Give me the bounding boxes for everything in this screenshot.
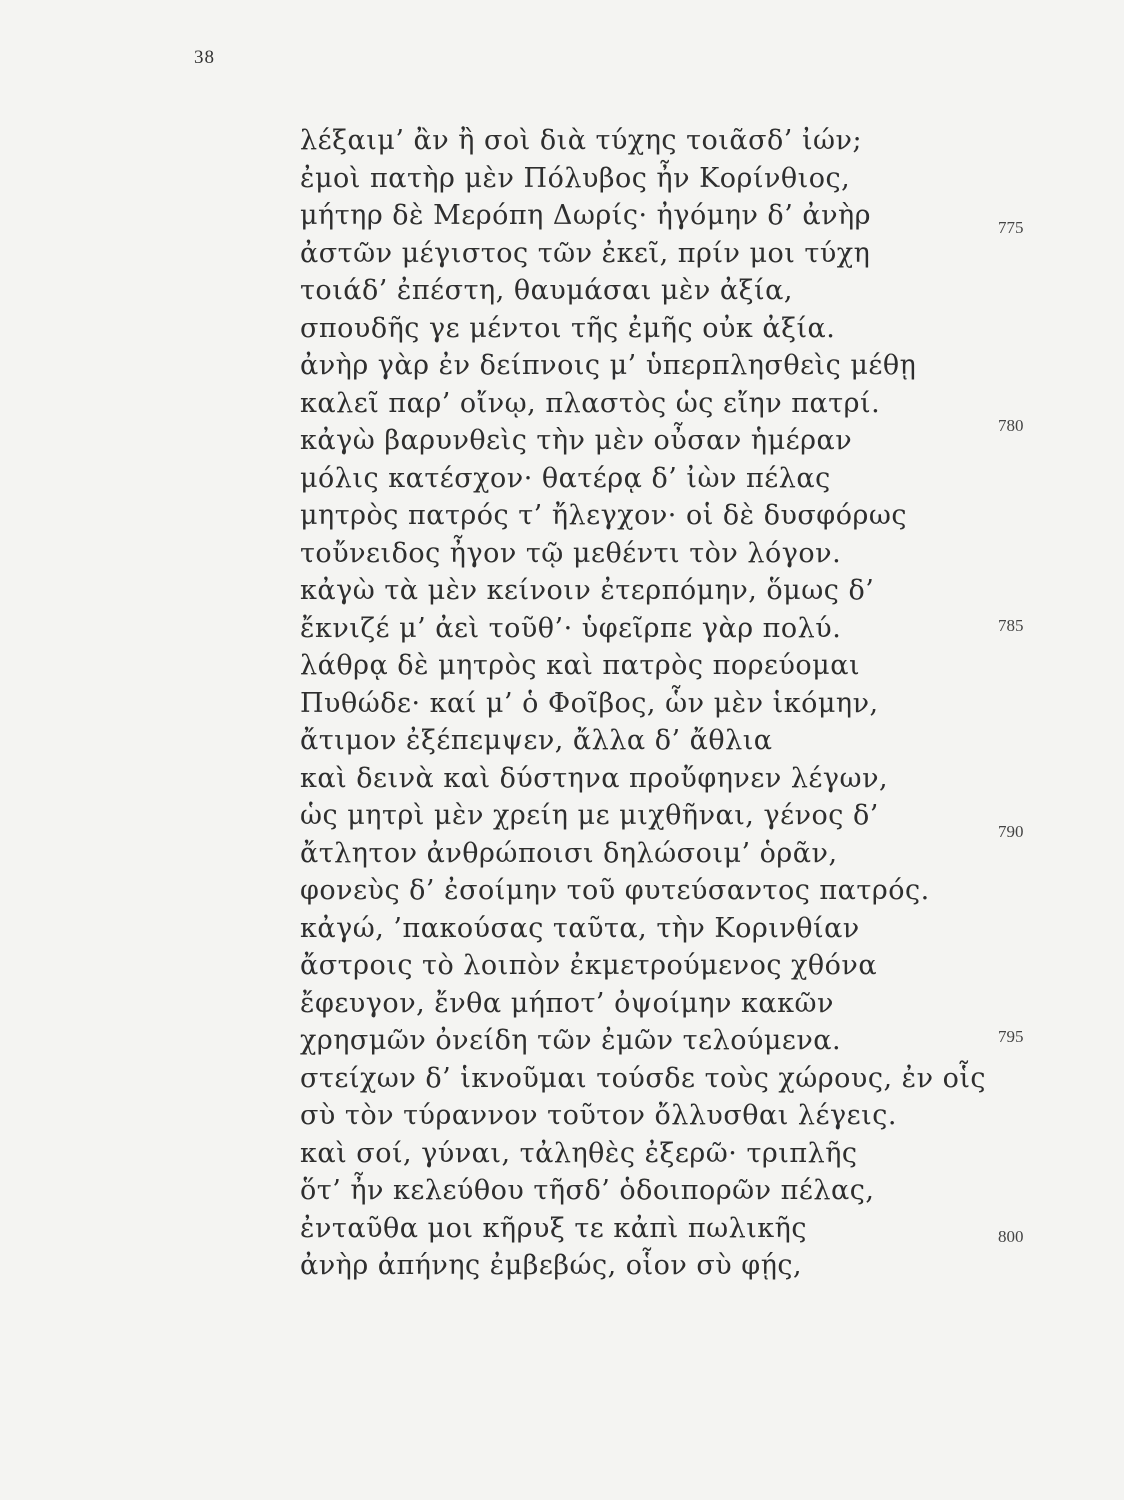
verse-line: κἀγὼ βαρυνθεὶς τὴν μὲν οὖσαν ἡμέραν xyxy=(300,425,853,456)
line-number-795: 795 xyxy=(998,1027,1024,1046)
verse-line: ἔφευγον, ἔνθα μήποτ’ ὀψοίμην κακῶν xyxy=(300,987,834,1019)
verse-block xyxy=(300,122,1000,1285)
verse-line: στείχων δ’ ἱκνοῦμαι τούσδε τοὺς χώρους, ἐν οἷς xyxy=(300,1062,987,1094)
verse-line: ἀνὴρ γὰρ ἐν δείπνοις μ’ ὑπερπλησθεὶς μέθῃ xyxy=(300,350,917,381)
verse-line: ὡς μητρὶ μὲν χρείη με μιχθῆναι, γένος δ’ xyxy=(300,800,879,831)
verse-line: κἀγώ, ’πακούσας ταῦτα, τὴν Κορινθίαν xyxy=(300,912,860,944)
verse-line: ἐνταῦθα μοι κῆρυξ τε κἀπὶ πωλικῆς xyxy=(300,1212,807,1244)
line-number-800: 800 xyxy=(998,1227,1024,1246)
verse-line: καλεῖ παρ’ οἴνῳ, πλαστὸς ὡς εἴην πατρί. xyxy=(300,387,881,419)
verse-line: λέξαιμ’ ἂν ἢ σοὶ διὰ τύχης τοιᾶσδ’ ἰών; xyxy=(300,125,863,156)
verse-line: ἐμοὶ πατὴρ μὲν Πόλυβος ἦν Κορίνθιος, xyxy=(300,162,851,194)
verse-line: ἀστῶν μέγιστος τῶν ἐκεῖ, πρίν μοι τύχη xyxy=(300,237,871,269)
verse-line: ἄτιμον ἐξέπεμψεν, ἄλλα δ’ ἄθλια xyxy=(300,725,773,756)
verse-line: ὅτ’ ἦν κελεύθου τῆσδ’ ὁδοιπορῶν πέλας, xyxy=(300,1175,875,1206)
verse-line: καὶ δεινὰ καὶ δύστηνα προὔφηνεν λέγων, xyxy=(300,762,889,794)
verse-line: μήτηρ δὲ Μερόπη Δωρίς· ἠγόμην δ’ ἀνὴρ xyxy=(300,200,872,231)
verse-line: κἀγὼ τὰ μὲν κείνοιν ἐτερπόμην, ὅμως δ’ xyxy=(300,575,875,606)
verse-line: ἔκνιζέ μ’ ἀεὶ τοῦθ’· ὑφεῖρπε γὰρ πολύ. xyxy=(300,612,842,644)
verse-line: χρησμῶν ὀνείδη τῶν ἐμῶν τελούμενα. xyxy=(300,1025,842,1056)
verse-line: ἄτλητον ἀνθρώποισι δηλώσοιμ’ ὁρᾶν, xyxy=(300,837,838,869)
verse-line: λάθρᾳ δὲ μητρὸς καὶ πατρὸς πορεύομαι xyxy=(300,650,861,681)
verse-line: μητρὸς πατρός τ’ ἤλεγχον· οἱ δὲ δυσφόρως xyxy=(300,500,907,531)
verse-line: ἄστροις τὸ λοιπὸν ἐκμετρούμενος χθόνα xyxy=(300,950,878,981)
verse-line: τοὔνειδος ἦγον τῷ μεθέντι τὸν λόγον. xyxy=(300,537,842,569)
verse-line: σπουδῆς γε μέντοι τῆς ἐμῆς οὐκ ἀξία. xyxy=(300,312,836,344)
verse-line: φονεὺς δ’ ἐσοίμην τοῦ φυτεύσαντος πατρός. xyxy=(300,875,930,906)
line-number-785: 785 xyxy=(998,616,1024,635)
verse-line: καὶ σοί, γύναι, τἀληθὲς ἐξερῶ· τριπλῆς xyxy=(300,1137,858,1169)
verse-line: μόλις κατέσχον· θατέρᾳ δ’ ἰὼν πέλας xyxy=(300,462,831,494)
verse-line: Πυθώδε· καί μ’ ὁ Φοῖβος, ὧν μὲν ἱκόμην, xyxy=(300,687,879,719)
line-number-790: 790 xyxy=(998,822,1024,841)
line-number-780: 780 xyxy=(998,416,1024,435)
line-number-775: 775 xyxy=(998,218,1024,237)
verse-line: ἀνὴρ ἀπήνης ἐμβεβώς, οἷον σὺ φῄς, xyxy=(300,1250,803,1281)
verse-line: τοιάδ’ ἐπέστη, θαυμάσαι μὲν ἀξία, xyxy=(300,275,793,306)
page-number: 38 xyxy=(194,47,215,68)
verse-line: σὺ τὸν τύραννον τοῦτον ὄλλυσθαι λέγεις. xyxy=(300,1100,897,1131)
